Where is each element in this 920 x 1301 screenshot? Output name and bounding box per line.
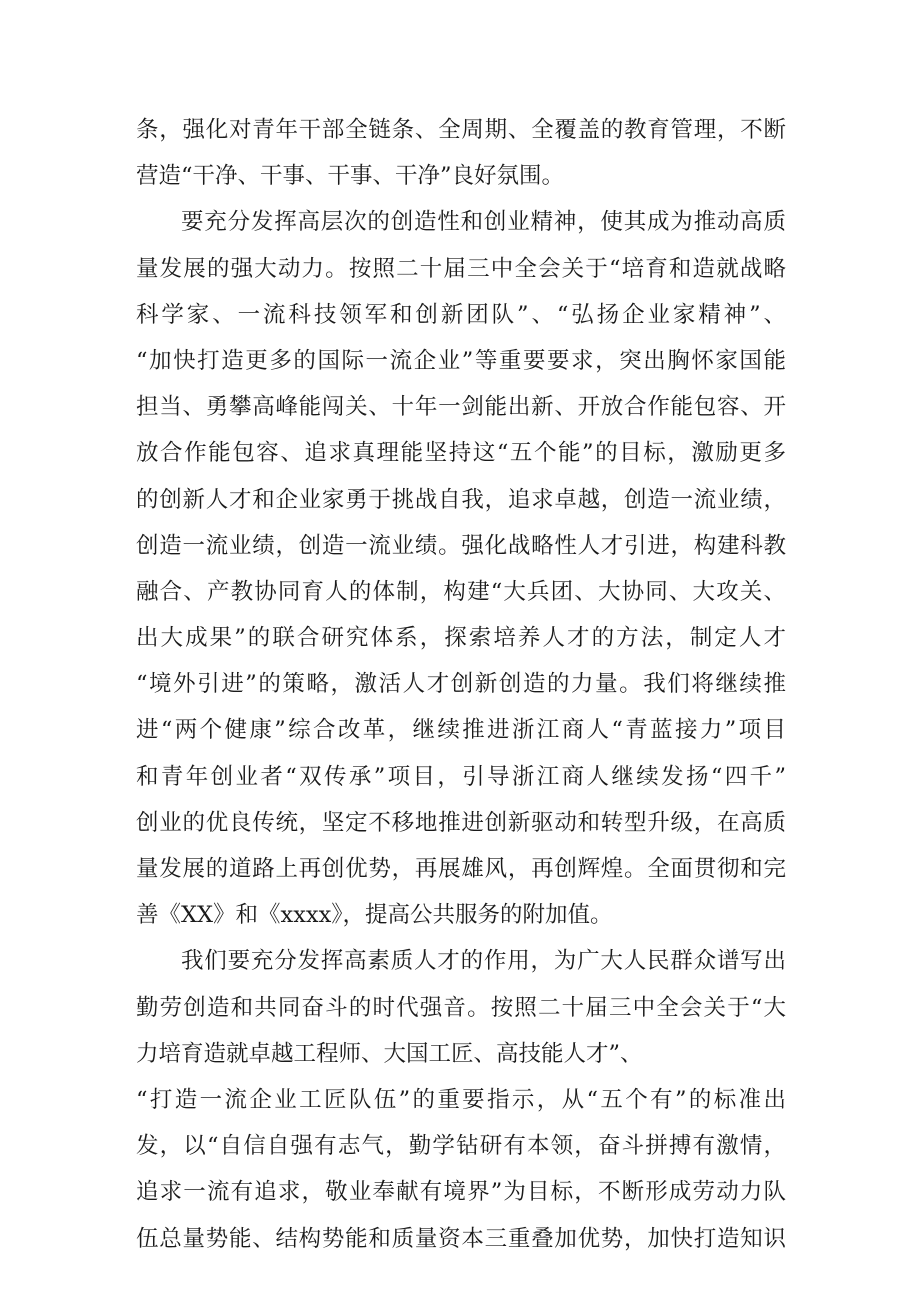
text-line: 放合作能包容、追求真理能坚持这“五个能”的目标，激励更多 — [136, 440, 786, 467]
text-line: 量发展的道路上再创优势，再展雄风，再创辉煌。全面贯彻和完 — [136, 856, 786, 882]
text-line: 条，强化对青年干部全链条、全周期、全覆盖的教育管理，不断 — [136, 117, 786, 143]
text-line: 追求一流有追求，敬业奉献有境界”为目标，不断形成劳动力队 — [136, 1179, 786, 1206]
text-line: 勤劳创造和共同奋斗的时代强音。按照二十届三中全会关于“大 — [136, 994, 786, 1021]
text-line: 要充分发挥高层次的创造性和创业精神，使其成为推动高质 — [181, 209, 786, 236]
text-line: 营造“干净、干事、干事、干净”良好氛围。 — [136, 163, 565, 190]
text-line: 的创新人才和企业家勇于挑战自我，追求卓越，创造一流业绩， — [136, 486, 786, 513]
document-body — [136, 107, 786, 1262]
paragraph-3 — [136, 938, 786, 1261]
text-line: 融合、产教协同育人的体制，构建“大兵团、大协同、大攻关、 — [136, 578, 786, 605]
text-line: 量发展的强大动力。按照二十届三中全会关于“培育和造就战略 — [136, 255, 786, 282]
text-line: 出大成果”的联合研究体系，探索培养人才的方法，制定人才 — [136, 625, 786, 652]
text-line: 善《XX》和《xxxx》，提高公共服务的附加值。 — [136, 902, 613, 929]
text-line: 我们要充分发挥高素质人才的作用，为广大人民群众谱写出 — [181, 948, 786, 975]
text-line: 科学家、一流科技领军和创新团队”、“弘扬企业家精神”、 — [136, 301, 786, 328]
text-line: 伍总量势能、结构势能和质量资本三重叠加优势，加快打造知识 — [136, 1225, 786, 1252]
text-line: 担当、勇攀高峰能闯关、十年一剑能出新、开放合作能包容、开 — [136, 394, 786, 421]
text-line: “打造一流企业工匠队伍”的重要指示，从“五个有”的标准出 — [136, 1086, 786, 1113]
text-line: 创业的优良传统，坚定不移地推进创新驱动和转型升级，在高质 — [136, 809, 786, 836]
text-line: “境外引进”的策略，激活人才创新创造的力量。我们将继续推 — [136, 671, 786, 698]
text-line: 发，以“自信自强有志气，勤学钻研有本领，奋斗拼搏有激情， — [136, 1133, 786, 1160]
text-line: “加快打造更多的国际一流企业”等重要要求，突出胸怀家国能 — [136, 347, 786, 374]
text-line: 创造一流业绩，创造一流业绩。强化战略性人才引进，构建科教 — [136, 532, 786, 559]
text-line: 力培育造就卓越工程师、大国工匠、高技能人才”、 — [136, 1040, 643, 1067]
paragraph-1 — [136, 107, 786, 199]
paragraph-2 — [136, 199, 786, 938]
text-line: 进“两个健康”综合改革，继续推进浙江商人“青蓝接力”项目 — [136, 717, 786, 744]
text-line: 和青年创业者“双传承”项目，引导浙江商人继续发扬“四千” — [136, 763, 786, 790]
